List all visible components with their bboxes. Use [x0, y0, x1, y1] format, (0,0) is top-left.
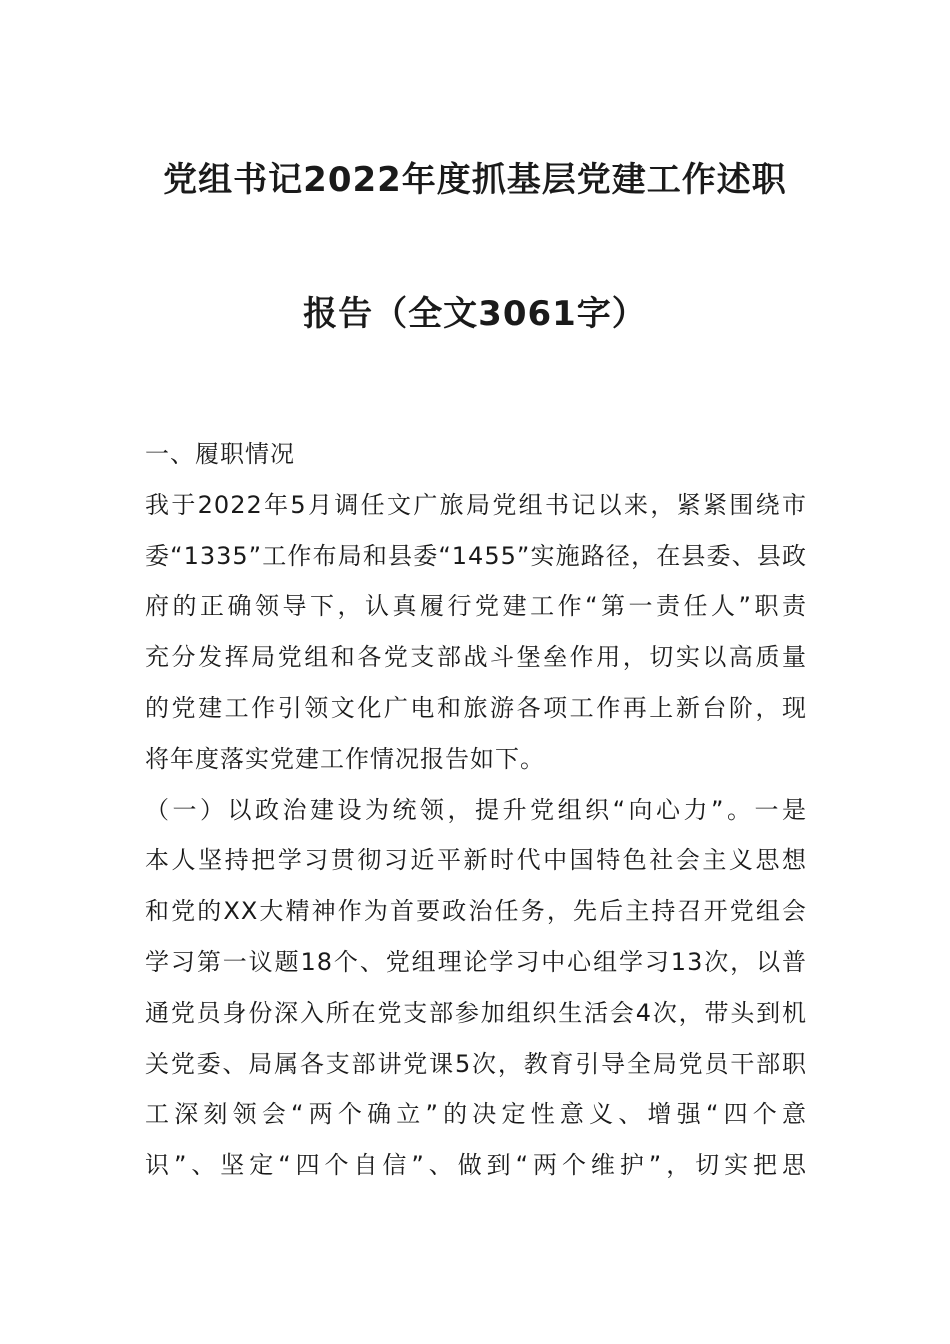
- paragraph-line: 关党委、局属各支部讲党课5次，教育引导全局党员干部职: [145, 1049, 807, 1078]
- paragraph-line: 和党的XX大精神作为首要政治任务，先后主持召开党组会: [145, 897, 807, 926]
- paragraph-line: 府的正确领导下，认真履行党建工作“第一责任人”职责: [145, 592, 807, 621]
- paragraph-line: 工深刻领会“两个确立”的决定性意义、增强“四个意: [145, 1100, 807, 1129]
- document-title-line-1: 党组书记2022年度抓基层党建工作述职: [163, 160, 787, 200]
- paragraph-line: 识”、坚定“四个自信”、做到“两个维护”，切实把思: [145, 1151, 807, 1180]
- section-heading: 一、履职情况: [145, 440, 295, 468]
- paragraph-line: 充分发挥局党组和各党支部战斗堡垒作用，切实以高质量: [145, 643, 807, 672]
- document-body: [145, 434, 807, 1196]
- paragraph-line: 学习第一议题18个、党组理论学习中心组学习13次，以普: [145, 947, 807, 976]
- paragraph-line: 委“1335”工作布局和县委“1455”实施路径，在县委、县政: [145, 541, 807, 570]
- paragraph-line: 将年度落实党建工作情况报告如下。: [145, 744, 545, 773]
- paragraph-line: 本人坚持把学习贯彻习近平新时代中国特色社会主义思想: [145, 846, 807, 875]
- paragraph-line: 我于2022年5月调任文广旅局党组书记以来，紧紧围绕市: [145, 490, 807, 519]
- paragraph-line: （一）以政治建设为统领，提升党组织“向心力”。一是: [145, 795, 807, 824]
- document-title-line-2: 报告（全文3061字）: [303, 294, 647, 334]
- paragraph-line: 的党建工作引领文化广电和旅游各项工作再上新台阶，现: [145, 693, 807, 722]
- paragraph-line: 通党员身份深入所在党支部参加组织生活会4次，带头到机: [145, 998, 807, 1027]
